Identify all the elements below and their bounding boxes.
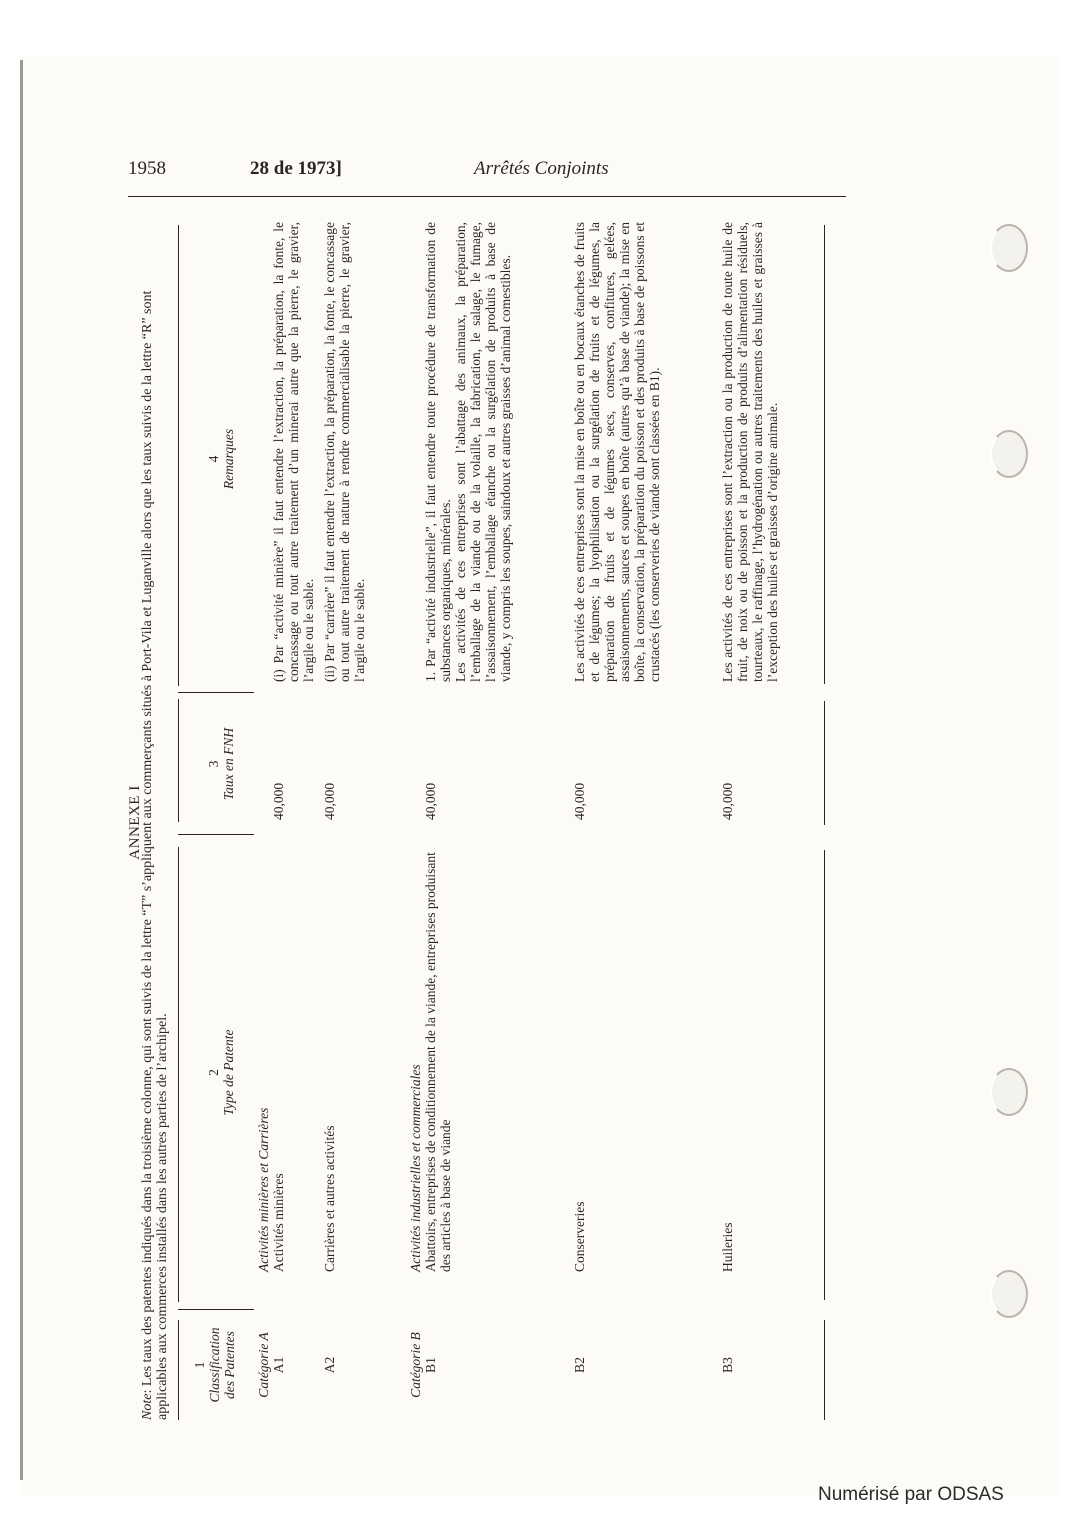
header-rule: [128, 196, 846, 197]
classification-cell: A2: [322, 1356, 337, 1374]
type-cell: Activités minières et Carrières Activités minières: [256, 1107, 286, 1272]
table-bottom-rule: [824, 701, 825, 825]
column-header-remarks: 4 Remarques: [206, 428, 236, 490]
digitization-credit: Numérisé par ODSAS: [818, 1484, 1004, 1505]
type-cell: Carrières et autres activités: [322, 1125, 337, 1272]
rate-cell: 40,000: [322, 782, 337, 820]
classification-cell: Catégorie A A1: [256, 1332, 286, 1398]
note-text: : Les taux des patentes indiqués dans la troisième colonne, qui sont suivis de la lettre “T” s’appliquent aux commerçants situés à Port-Vila et Luganville alors que les taux suivis de la lettre “R” sont applicables aux commerces installés dans les autres parties de l’archipel.: [140, 290, 170, 1420]
patent-table: [178, 222, 833, 1420]
remarks-cell: (ii) Par “carrière” il faut entendre l’extraction, la préparation, la fonte, le concassage ou tout autre traitement de nature à rendre commercialisable la pierre, le gravier, l’argile ou le sable.: [322, 222, 367, 682]
table-bottom-rule: [824, 1320, 825, 1420]
binder-hole: [990, 430, 1028, 478]
binder-hole: [990, 1068, 1028, 1116]
remarks-cell: Les activités de ces entreprises sont l’extraction ou la production de toute huile de fruit, de noix ou de poisson et la production de produits d’alimentation résiduels, tourteaux, le raffinage, l’hydrogénation ou autres traitements des huiles et graisses à l’exception des huiles et graisses d’origine animale.: [720, 222, 780, 682]
table-bottom-rule: [824, 850, 825, 1300]
type-cell: Huileries: [720, 1222, 735, 1272]
table-top-rule: [178, 847, 179, 1302]
column-header-classification: 1 Classification des Patentes: [192, 1327, 237, 1403]
table-bottom-rule: [824, 225, 825, 684]
remarks-cell: (i) Par “activité minière” il faut entendre l’extraction, la préparation, la fonte, le concassage ou tout autre traitement d’un minerai autre que la pierre, le gravier, l’argile ou le sable.: [271, 222, 316, 682]
decree-reference: 28 de 1973]: [250, 158, 342, 179]
column-header-type: 2 Type de Patente: [206, 1029, 236, 1116]
classification-cell: B2: [572, 1357, 587, 1373]
note-label: Note: [140, 1393, 155, 1420]
table-top-rule: [178, 225, 179, 686]
running-title: Arrêtés Conjoints: [474, 158, 609, 179]
rate-cell: 40,000: [572, 782, 587, 820]
annex-note: [140, 225, 170, 1420]
page-number: 1958: [128, 158, 166, 179]
column-header-rate: 3 Taux en FNH: [206, 727, 236, 801]
binder-hole: [990, 1270, 1028, 1318]
table-top-rule: [178, 699, 179, 822]
type-cell: Conserveries: [572, 1201, 587, 1272]
type-cell: Activités industrielles et commerciales Abattoirs, entreprises de conditionnement de la viande, entreprises produisant des articles à base de viande: [408, 852, 453, 1272]
classification-cell: Catégorie B B1: [408, 1332, 438, 1398]
rate-cell: 40,000: [271, 782, 286, 820]
rate-cell: 40,000: [423, 782, 438, 820]
remarks-cell: Les activités de ces entreprises sont la mise en boîte ou en bocaux étanches de fruits et de légumes; la lyophilisation ou la surgélation de fruits et de légumes, la préparation de fruits et de légumes secs, conserves, confitures, gelées, assaisonnements, sauces et soupes en boîte (autres qu’à base de viande); la mise en boîte, la conservation, la préparation du poisson et des produits à base de poissons et crustacés (les conserveries de viande sont classées en B1).: [572, 222, 662, 682]
annex-table-rotated: [127, 222, 848, 1420]
classification-cell: B3: [720, 1357, 735, 1373]
rate-cell: 40,000: [720, 782, 735, 820]
table-top-rule: [178, 1320, 179, 1420]
annex-title: ANNEXE I: [127, 785, 143, 860]
remarks-cell: 1. Par “activité industrielle”, il faut entendre toute procédure de transformation de substances organiques, minérales. Les activités de ces entreprises sont l’abattage des animaux, la préparation, l’emballage de la viande ou de la volaille, la fabrication, le salage, le fumage, l’assaisonnement, l’emballage étanche ou la surgélation de produits à base de viande, y compris les soupes, saindoux et autres graisses d’animal comestibles.: [423, 222, 513, 682]
binder-holes: [982, 0, 1042, 1519]
page-edge-shadow: [20, 60, 23, 1480]
binder-hole: [990, 224, 1028, 272]
